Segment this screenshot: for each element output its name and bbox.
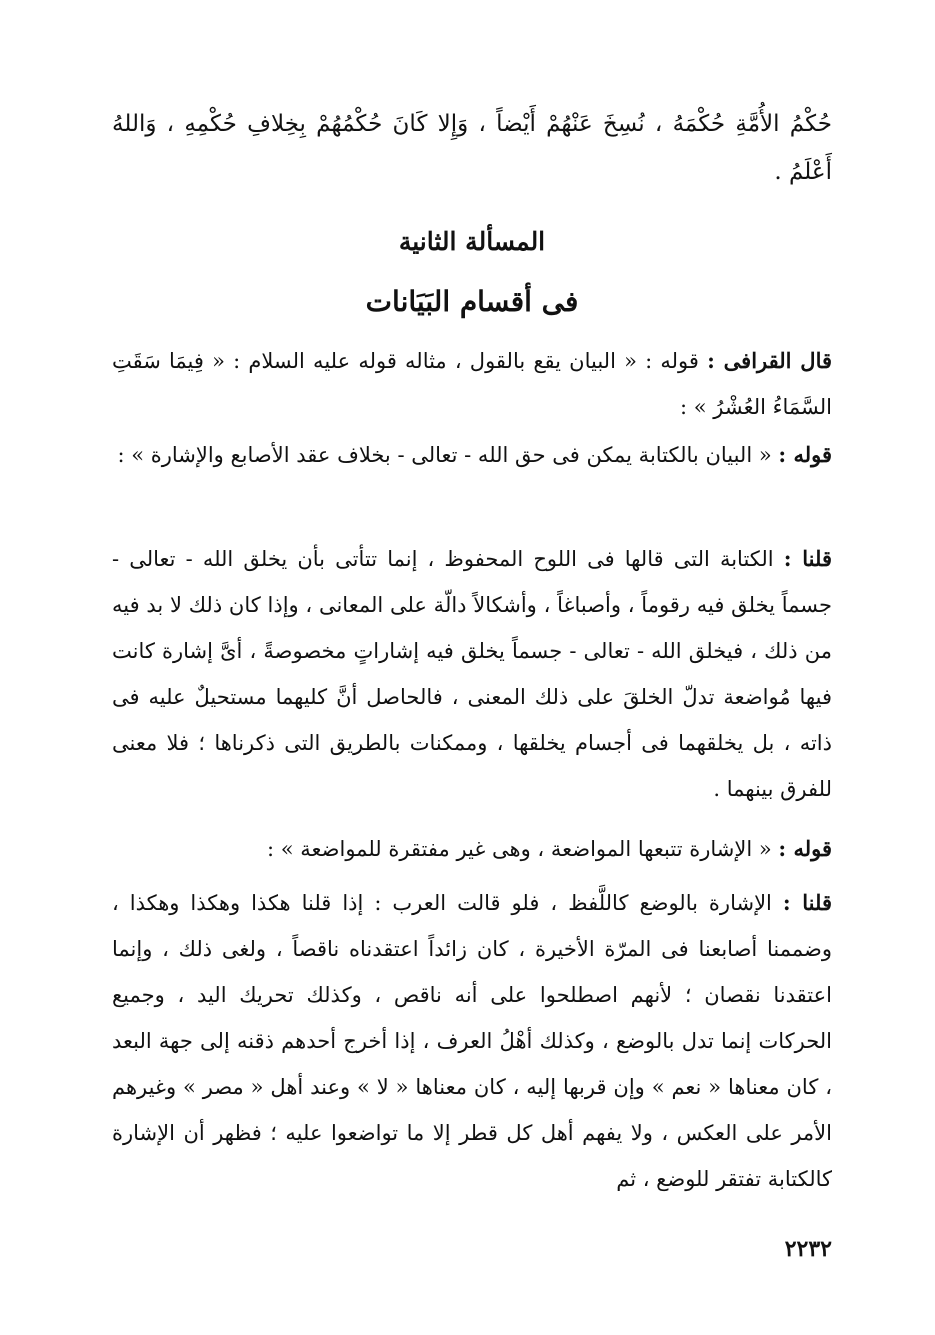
paragraph-1	[112, 338, 832, 430]
paragraph-lead: قوله :	[778, 442, 832, 467]
paragraph-text: « البيان بالكتابة يمكن فى حق الله - تعالى - بخلاف عقد الأصابع والإشارة » :	[117, 443, 772, 467]
section-heading: المسألة الثانية	[398, 227, 546, 256]
paragraph-lead: قلنا :	[783, 546, 832, 571]
section-subheading: فى أقسام البَيَانات	[365, 285, 579, 318]
continuation-paragraph	[112, 100, 832, 196]
page-number: ٢٢٣٢	[784, 1236, 832, 1262]
paragraph-text: قوله : « البيان يقع بالقول ، مثاله قوله عليه السلام : « فِيمَا سَقَتِ السَّمَاءُ العُشْرُ » :	[112, 349, 832, 419]
paragraph-text: الإشارة بالوضع كاللَّفظ ، فلو قالت العرب : إذا قلنا هكذا وهكذا وهكذا ، وضممنا أصابعنا فى المرّة الأخيرة ، كان زائداً اعتقدناه ناقصاً ، ولغى ذلك ، وإنما اعتقدنا نقصان ؛ لأنهم اصطلحوا على أنه ناقص ، وكذلك تحريك اليد ، وجميع الحركات إنما تدل بالوضع ، وكذلك أهْلُ العرف ، إذا أخرج أحدهم ذقنه إلى جهة البعد ، كان معناها « نعم » وإن قربها إليه ، كان معناها « لا » وعند أهل « مصر » وغيرهم الأمر على العكس ، ولا يفهم أهل كل قطر إلا ما تواضعوا عليه ؛ فظهر أن الإشارة كالكتابة تفتقر للوضع ، ثم	[112, 891, 832, 1191]
continuation-text: حُكْمُ الأُمَّةِ حُكْمَهُ ، نُسِخَ عَنْهُمْ أَيْضاً ، وَإِلا كَانَ حُكْمُهُمْ بِخِلافِ حُكْمِهِ ، وَاللهُ أَعْلَمُ .	[112, 111, 832, 185]
paragraph-3	[112, 536, 832, 812]
paragraph-4	[112, 826, 832, 872]
paragraph-text: « الإشارة تتبعها المواضعة ، وهى غير مفتقرة للمواضعة » :	[267, 837, 772, 861]
paragraph-lead: قال القرافى :	[707, 348, 833, 373]
paragraph-5	[112, 880, 832, 1202]
paragraph-2	[112, 432, 832, 478]
paragraph-lead: قوله :	[778, 836, 832, 861]
paragraph-text: الكتابة التى قالها فى اللوح المحفوظ ، إنما تتأتى بأن يخلق الله - تعالى - جسماً يخلق فيه رقوماً ، وأصباغاً ، وأشكالاً دالّة على المعانى ، وإذا كان ذلك لا بد فيه من ذلك ، فيخلق الله - تعالى - جسماً يخلق فيه إشاراتٍ مخصوصةً ، أىَّ إشارة كانت فيها مُواضعة تدلّ الخلقَ على ذلك المعنى ، فالحاصل أنَّ كليهما مستحيلٌ عليه فى ذاته ، بل يخلقهما فى أجسام يخلقها ، وممكنات بالطريق التى ذكرناها ؛ فلا معنى للفرق بينهما .	[112, 547, 832, 801]
paragraph-lead: قلنا :	[782, 890, 832, 915]
